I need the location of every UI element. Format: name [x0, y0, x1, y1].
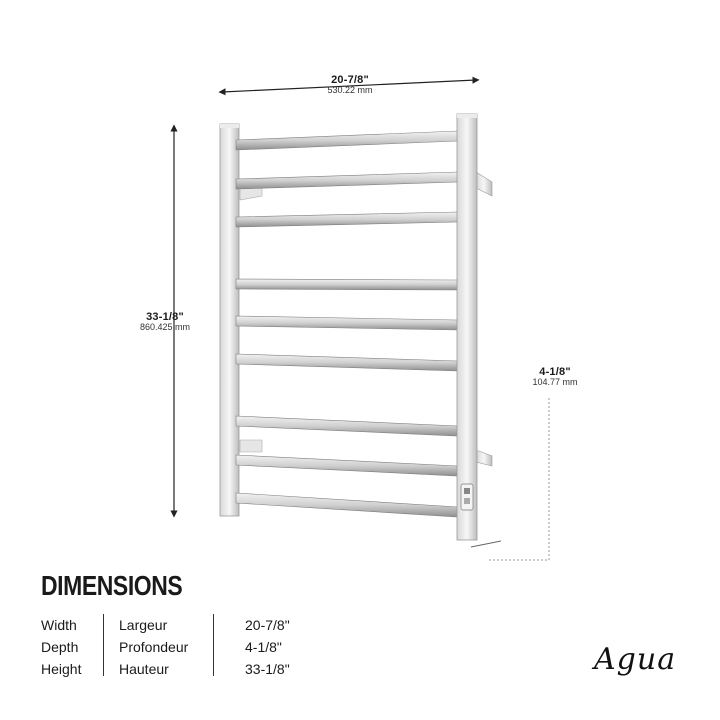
right-post	[457, 114, 477, 540]
spec-en: Height	[41, 661, 82, 677]
spec-fr: Profondeur	[119, 639, 189, 655]
width-imperial: 20-7/8"	[331, 74, 369, 86]
spec-table	[41, 614, 290, 680]
spec-row-width	[41, 614, 290, 636]
spec-value: 20-7/8"	[245, 617, 290, 633]
spec-fr: Hauteur	[119, 661, 169, 677]
spec-value: 33-1/8"	[245, 661, 290, 677]
crossbars	[236, 131, 458, 517]
depth-dimension-label	[515, 366, 595, 388]
spec-row-height	[41, 658, 290, 680]
depth-guide	[487, 398, 549, 560]
spec-value: 4-1/8"	[245, 639, 282, 655]
width-metric: 530.22 mm	[327, 85, 373, 96]
height-imperial: 33-1/8"	[146, 311, 184, 323]
table-divider	[213, 614, 214, 676]
page-title: DIMENSIONS	[41, 570, 183, 601]
spec-row-depth	[41, 636, 290, 658]
power-switch	[461, 484, 473, 510]
brand-logo: Agua	[594, 642, 677, 677]
depth-metric: 104.77 mm	[532, 377, 578, 388]
wall-bracket-top	[476, 172, 492, 196]
wall-bracket-bottom	[476, 450, 492, 466]
spec-en: Depth	[41, 639, 79, 655]
width-dimension-label	[300, 74, 400, 96]
depth-imperial: 4-1/8"	[539, 366, 571, 378]
spec-en: Width	[41, 617, 77, 633]
spec-fr: Largeur	[119, 617, 168, 633]
height-dimension-label	[125, 311, 205, 333]
height-metric: 860.425 mm	[139, 322, 191, 333]
table-divider	[103, 614, 104, 676]
